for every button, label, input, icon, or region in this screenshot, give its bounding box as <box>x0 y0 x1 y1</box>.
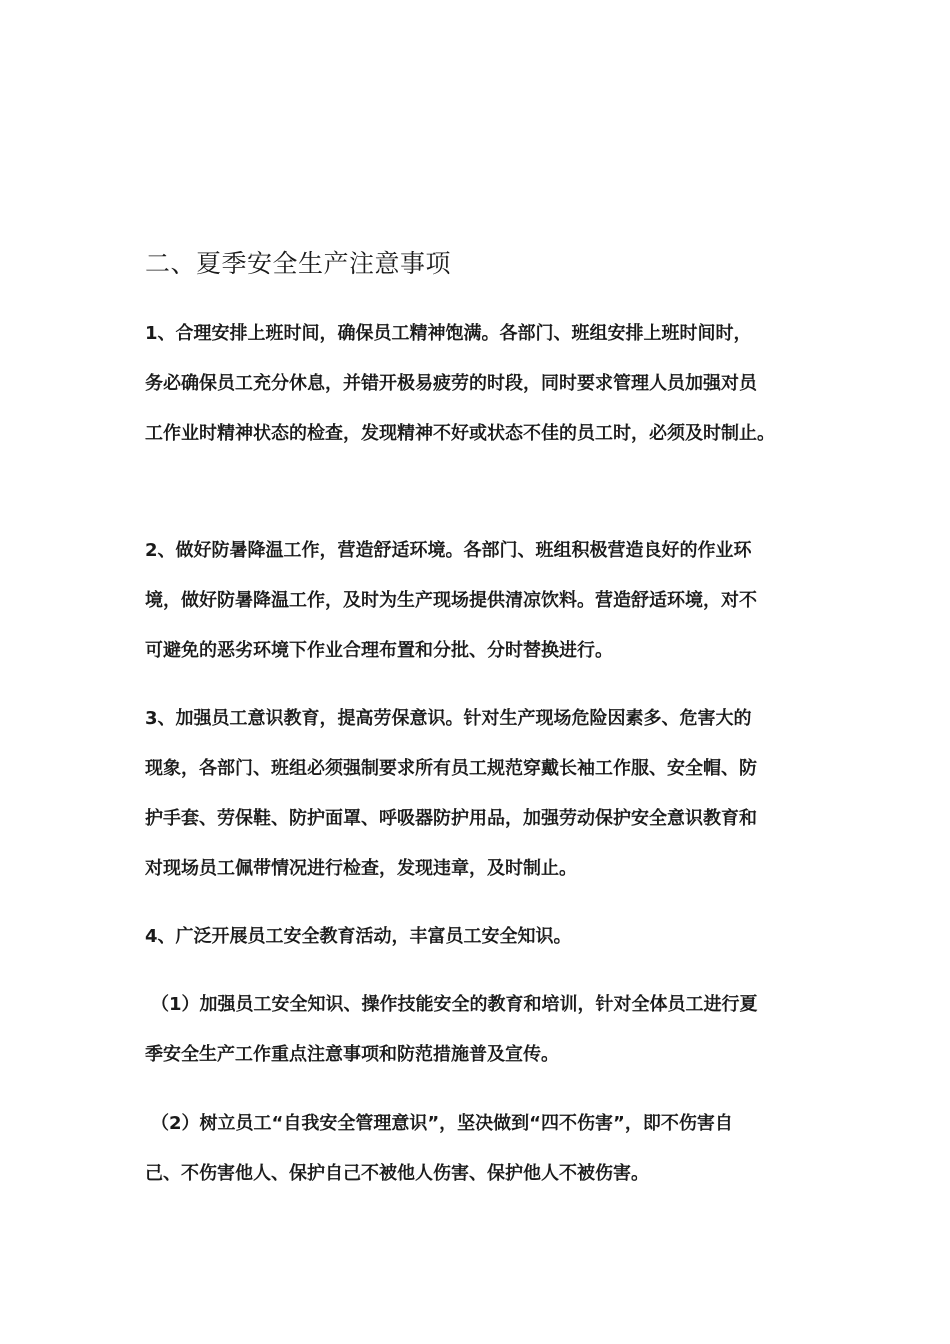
paragraph-line: 境，做好防暑降温工作，及时为生产现场提供清凉饮料。营造舒适环境，对不 <box>145 590 757 611</box>
paragraph-line: 可避免的恶劣环境下作业合理布置和分批、分时替换进行。 <box>145 640 613 661</box>
paragraph-line: 己、不伤害他人、保护自己不被他人伤害、保护他人不被伤害。 <box>145 1163 649 1184</box>
paragraph-item-2 <box>145 526 815 676</box>
paragraph-line: 3、加强员工意识教育，提高劳保意识。针对生产现场危险因素多、危害大的 <box>145 708 752 729</box>
paragraph-item-1 <box>145 309 815 459</box>
paragraph-line: 4、广泛开展员工安全教育活动，丰富员工安全知识。 <box>145 926 572 947</box>
paragraph-line: 季安全生产工作重点注意事项和防范措施普及宣传。 <box>145 1044 559 1065</box>
paragraph-line: 2、做好防暑降温工作，营造舒适环境。各部门、班组积极营造良好的作业环 <box>145 540 752 561</box>
paragraph-line: （1）加强员工安全知识、操作技能安全的教育和培训，针对全体员工进行夏 <box>151 994 758 1015</box>
paragraph-subitem-1 <box>145 980 815 1080</box>
paragraph-line: 现象，各部门、班组必须强制要求所有员工规范穿戴长袖工作服、安全帽、防 <box>145 758 757 779</box>
paragraph-line: 对现场员工佩带情况进行检查，发现违章，及时制止。 <box>145 858 577 879</box>
paragraph-line: 工作业时精神状态的检查，发现精神不好或状态不佳的员工时，必须及时制止。 <box>145 423 775 444</box>
section-heading: 二、夏季安全生产注意事项 <box>145 249 452 278</box>
paragraph-line: 护手套、劳保鞋、防护面罩、呼吸器防护用品，加强劳动保护安全意识教育和 <box>145 808 757 829</box>
paragraph-item-4 <box>145 912 815 962</box>
paragraph-line: 1、合理安排上班时间，确保员工精神饱满。各部门、班组安排上班时间时， <box>145 323 752 344</box>
paragraph-line: 务必确保员工充分休息，并错开极易疲劳的时段，同时要求管理人员加强对员 <box>145 373 757 394</box>
paragraph-item-3 <box>145 694 815 894</box>
paragraph-line: （2）树立员工“自我安全管理意识”，坚决做到“四不伤害”，即不伤害自 <box>151 1113 733 1134</box>
paragraph-subitem-2 <box>145 1099 815 1199</box>
